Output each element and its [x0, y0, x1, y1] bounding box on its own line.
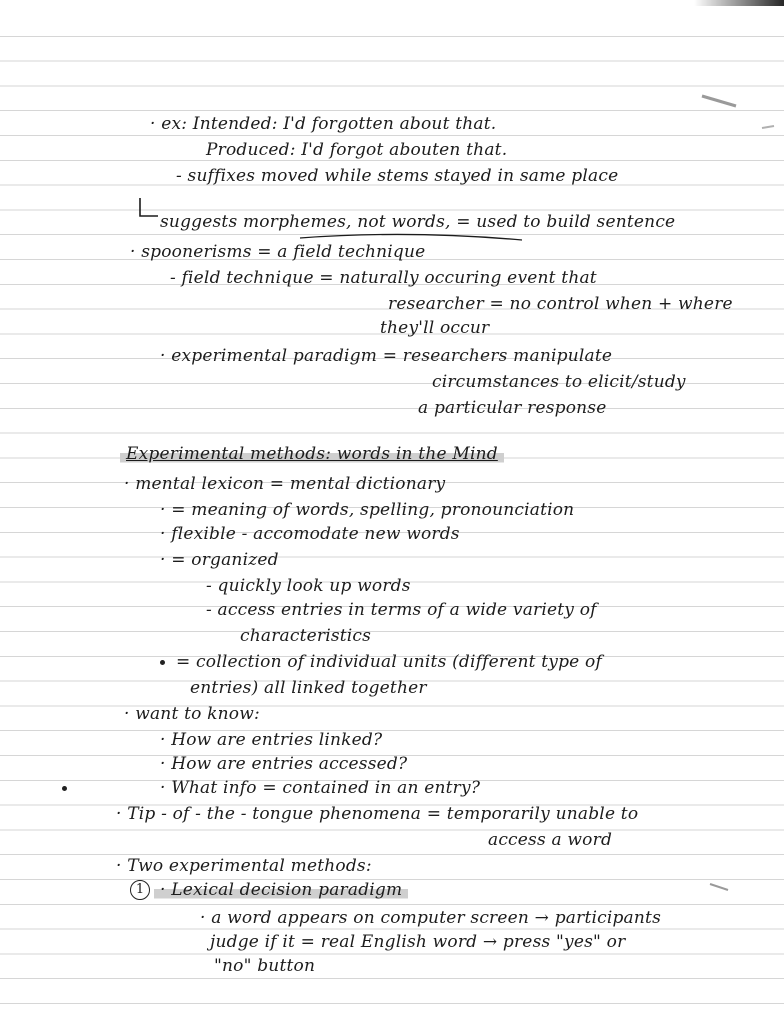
note-line: - quickly look up words	[206, 576, 411, 596]
note-line: judge if it = real English word → press "yes" or	[210, 932, 626, 952]
note-line: entries) all linked together	[190, 678, 427, 698]
note-line: researcher = no control when + where	[388, 294, 733, 314]
note-line: · a word appears on computer screen → participants	[200, 908, 661, 928]
stray-dot	[62, 786, 67, 791]
subsection-heading: · Lexical decision paradigm	[154, 880, 408, 900]
note-line: "no" button	[214, 956, 316, 976]
bleed-stroke	[706, 876, 736, 896]
scan-shadow	[694, 0, 784, 6]
note-line: · How are entries accessed?	[160, 754, 408, 774]
note-line: they'll occur	[380, 318, 490, 338]
note-line: circumstances to elicit/study	[432, 372, 686, 392]
note-line: · What info = contained in an entry?	[160, 778, 481, 798]
note-line: · = organized	[160, 550, 279, 570]
note-line: characteristics	[240, 626, 372, 646]
note-line: - access entries in terms of a wide variety of	[206, 600, 597, 620]
note-line: · experimental paradigm = researchers manipulate	[160, 346, 613, 366]
section-heading: Experimental methods: words in the Mind	[120, 444, 504, 464]
note-line: · flexible - accomodate new words	[160, 524, 460, 544]
bleed-stroke	[760, 118, 780, 138]
note-line: suggests morphemes, not words, = used to build sentence	[160, 212, 676, 232]
note-line: - suffixes moved while stems stayed in same place	[176, 166, 619, 186]
note-line: · = meaning of words, spelling, pronounciation	[160, 500, 575, 520]
note-line: a particular response	[418, 398, 607, 418]
note-line: Produced: I'd forgot abouten that.	[206, 140, 508, 160]
note-line: = collection of individual units (different type of	[176, 652, 602, 672]
step-number: 1	[130, 880, 150, 900]
hook-arrow-icon	[136, 196, 162, 222]
note-line: · How are entries linked?	[160, 730, 383, 750]
note-line: access a word	[488, 830, 613, 850]
note-line: - field technique = naturally occuring event that	[170, 268, 597, 288]
bleed-stroke	[700, 92, 740, 112]
note-line: · want to know:	[124, 704, 260, 724]
note-line: · Tip - of - the - tongue phenomena = temporarily unable to	[116, 804, 639, 824]
note-line: · spoonerisms = a field technique	[130, 242, 426, 262]
note-line: · mental lexicon = mental dictionary	[124, 474, 446, 494]
bullet-dot	[160, 660, 165, 665]
note-line: · ex: Intended: I'd forgotten about that.	[150, 114, 497, 134]
note-line: · Two experimental methods:	[116, 856, 372, 876]
